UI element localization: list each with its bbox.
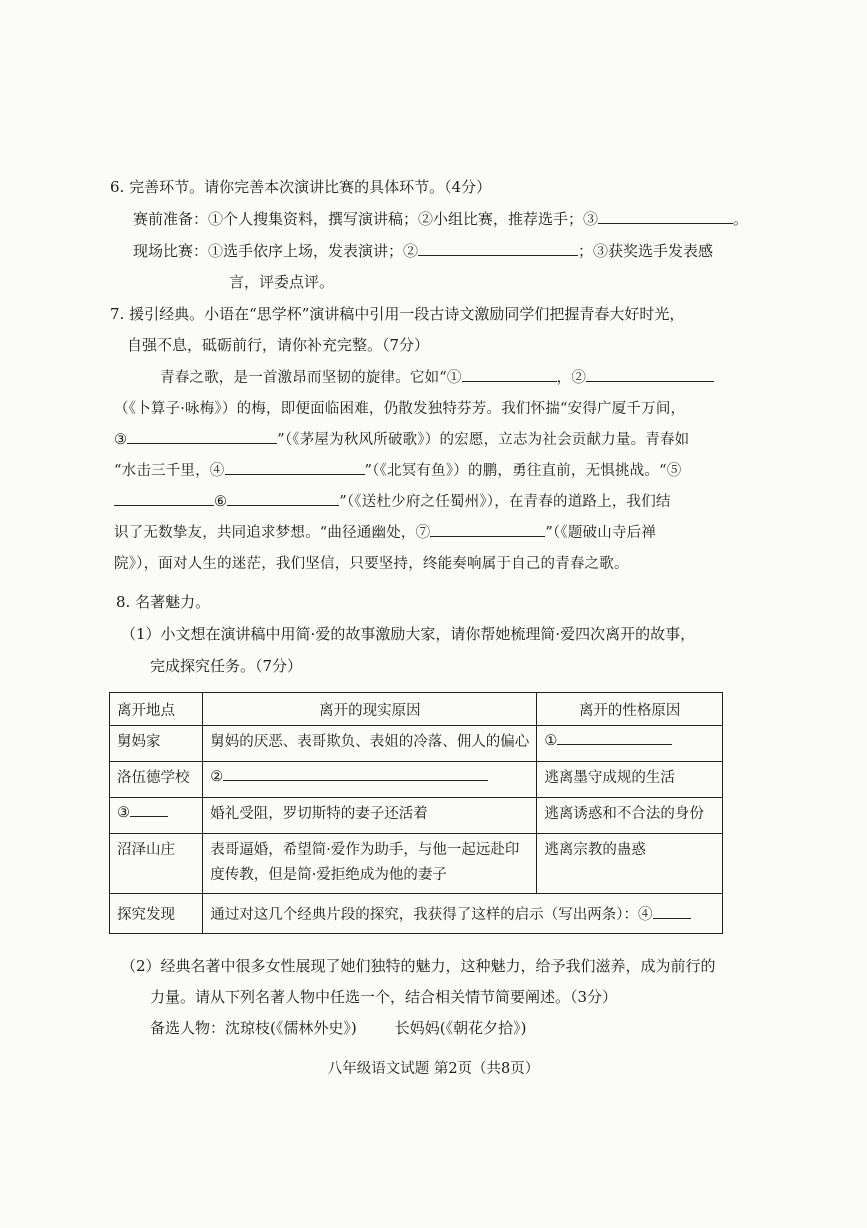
poem-text: ，②: [556, 370, 587, 386]
table-cell: 逃离诱惑和不合法的身份: [537, 798, 723, 834]
q8-sub2-line1: （2）经典名著中很多女性展现了她们独特的魅力，这种魅力，给予我们滋养，成为前行的: [121, 957, 716, 975]
q8-sub1-line2: 完成探究任务。（7分）: [150, 657, 303, 675]
table-cell: 逃离墨守成规的生活: [537, 762, 723, 798]
poem-text: ”（《题破山寺后禅: [545, 525, 657, 541]
finding-text: 通过对这几个经典片段的探究，我获得了这样的启示（写出两条）：④: [210, 907, 653, 923]
blank-number: ①: [544, 733, 558, 749]
q6-prep-line: 赛前准备：①个人搜集资料，撰写演讲稿；②小组比赛，推荐选手；③ 。: [133, 210, 749, 228]
poem-text: ③: [114, 432, 128, 448]
table-cell[interactable]: [203, 894, 723, 934]
blank-number: ③: [117, 805, 130, 821]
poem-text: “水击三千里，④: [114, 463, 225, 479]
q6-prep-label: 赛前准备：: [133, 210, 209, 228]
poem-text: ”（《送杜少府之任蜀州》），在青春的道路上，我们结: [339, 494, 671, 510]
candidates-label: 备选人物：: [150, 1019, 226, 1037]
answer-blank[interactable]: [557, 730, 672, 745]
q6-live-label: 现场比赛：: [133, 242, 209, 260]
q6-live-text-3: 言，评委点评。: [229, 273, 335, 291]
table-header: 离开的现实原因: [203, 693, 537, 726]
answer-blank[interactable]: [586, 367, 714, 382]
poem-text: ⑥: [214, 494, 228, 510]
table-cell: 洛伍德学校: [110, 762, 203, 798]
table-cell: 舅妈家: [110, 726, 203, 762]
table-cell[interactable]: [203, 762, 537, 798]
q6-live-line: [133, 240, 713, 261]
q7-line1: 7. 援引经典。小语在“思学杯”演讲稿中引用一段古诗文激励同学们把握青春大好时光，: [110, 305, 685, 323]
answer-blank[interactable]: [462, 367, 557, 382]
table-cell[interactable]: [537, 726, 723, 762]
table-cell[interactable]: [110, 798, 203, 834]
q6-live-text-2: ；③获奖选手发表感: [578, 242, 714, 260]
table-header: 离开的性格原因: [537, 693, 723, 726]
table-row: [110, 894, 723, 934]
q7-poem-line2: （《卜算子·咏梅》）的梅，即便面临困难，仍散发独特芬芳。我们怀揣“安得广厦千万间，: [114, 401, 686, 417]
table-cell: 逃离宗教的蛊惑: [537, 834, 723, 894]
table-header: 离开地点: [110, 693, 203, 726]
candidate-1: 沈琼枝(《儒林外史》): [225, 1019, 357, 1037]
poem-text: ”（《北冥有鱼》）的鹏，勇往直前，无惧挑战。“⑤: [364, 463, 682, 479]
answer-blank[interactable]: [114, 491, 214, 506]
q8-candidates: [150, 1017, 526, 1038]
table-cell: 探究发现: [110, 894, 203, 934]
q6-live-text-1: ①选手依序上场，发表演讲；②: [208, 242, 419, 260]
table-cell: 沼泽山庄: [110, 834, 203, 894]
table-row: [110, 834, 723, 894]
q7-line2: 自强不息，砥砺前行，请你补充完整。（7分）: [127, 336, 430, 354]
answer-blank[interactable]: [227, 491, 339, 506]
q7-poem-line3: [114, 428, 689, 449]
jane-eyre-table: [109, 692, 723, 934]
q8-sub2-line2: 力量。请从下列名著人物中任选一个，结合相关情节简要阐述。（3分）: [150, 988, 618, 1006]
q7-poem-line5: [114, 490, 671, 511]
page-footer: 八年级语文试题 第2页（共8页）: [327, 1061, 540, 1077]
q7-poem-line4: [114, 459, 681, 480]
q7-poem-line7: 院》），面对人生的迷茫，我们坚信，只要坚持，终能奏响属于自己的青春之歌。: [114, 556, 629, 572]
answer-blank[interactable]: [223, 766, 488, 781]
table-row: [110, 762, 723, 798]
poem-text: 青春之歌，是一首激昂而坚韧的旋律。它如“①: [160, 370, 462, 386]
q8-sub1-line1: （1）小文想在演讲稿中用简·爱的故事激励大家，请你帮她梳理简·爱四次离开的故事，: [121, 625, 696, 643]
answer-blank[interactable]: [430, 522, 545, 537]
table-row: [110, 726, 723, 762]
table-header-row: [110, 693, 723, 726]
answer-blank[interactable]: [653, 904, 691, 919]
answer-blank[interactable]: [127, 429, 277, 444]
candidate-2: 长妈妈(《朝花夕拾》): [394, 1019, 527, 1037]
answer-blank[interactable]: [225, 460, 365, 475]
poem-text: ”（《茅屋为秋风所破歌》）的宏愿，立志为社会贡献力量。青春如: [277, 432, 690, 448]
answer-blank[interactable]: [598, 209, 733, 224]
table-row: [110, 798, 723, 834]
q7-poem-line6: [114, 521, 656, 542]
table-cell: 舅妈的厌恶、表哥欺负、表姐的冷落、佣人的偏心: [203, 726, 537, 762]
q8-title: 8. 名著魅力。: [116, 593, 211, 611]
q6-prep-text: ①个人搜集资料，撰写演讲稿；②小组比赛，推荐选手；③: [208, 210, 599, 228]
poem-text: 识了无数挚友，共同追求梦想。“曲径通幽处，⑦: [114, 525, 431, 541]
table-cell: 表哥逼婚，希望简·爱作为助手，与他一起远赴印度传教，但是简·爱拒绝成为他的妻子: [203, 834, 537, 894]
q7-poem-line1: [160, 366, 714, 387]
blank-number: ②: [210, 769, 224, 785]
q6-title: 6. 完善环节。请你完善本次演讲比赛的具体环节。（4分）: [110, 178, 492, 196]
table-cell: 婚礼受阻，罗切斯特的妻子还活着: [203, 798, 537, 834]
answer-blank[interactable]: [418, 241, 578, 256]
answer-blank[interactable]: [130, 802, 168, 817]
